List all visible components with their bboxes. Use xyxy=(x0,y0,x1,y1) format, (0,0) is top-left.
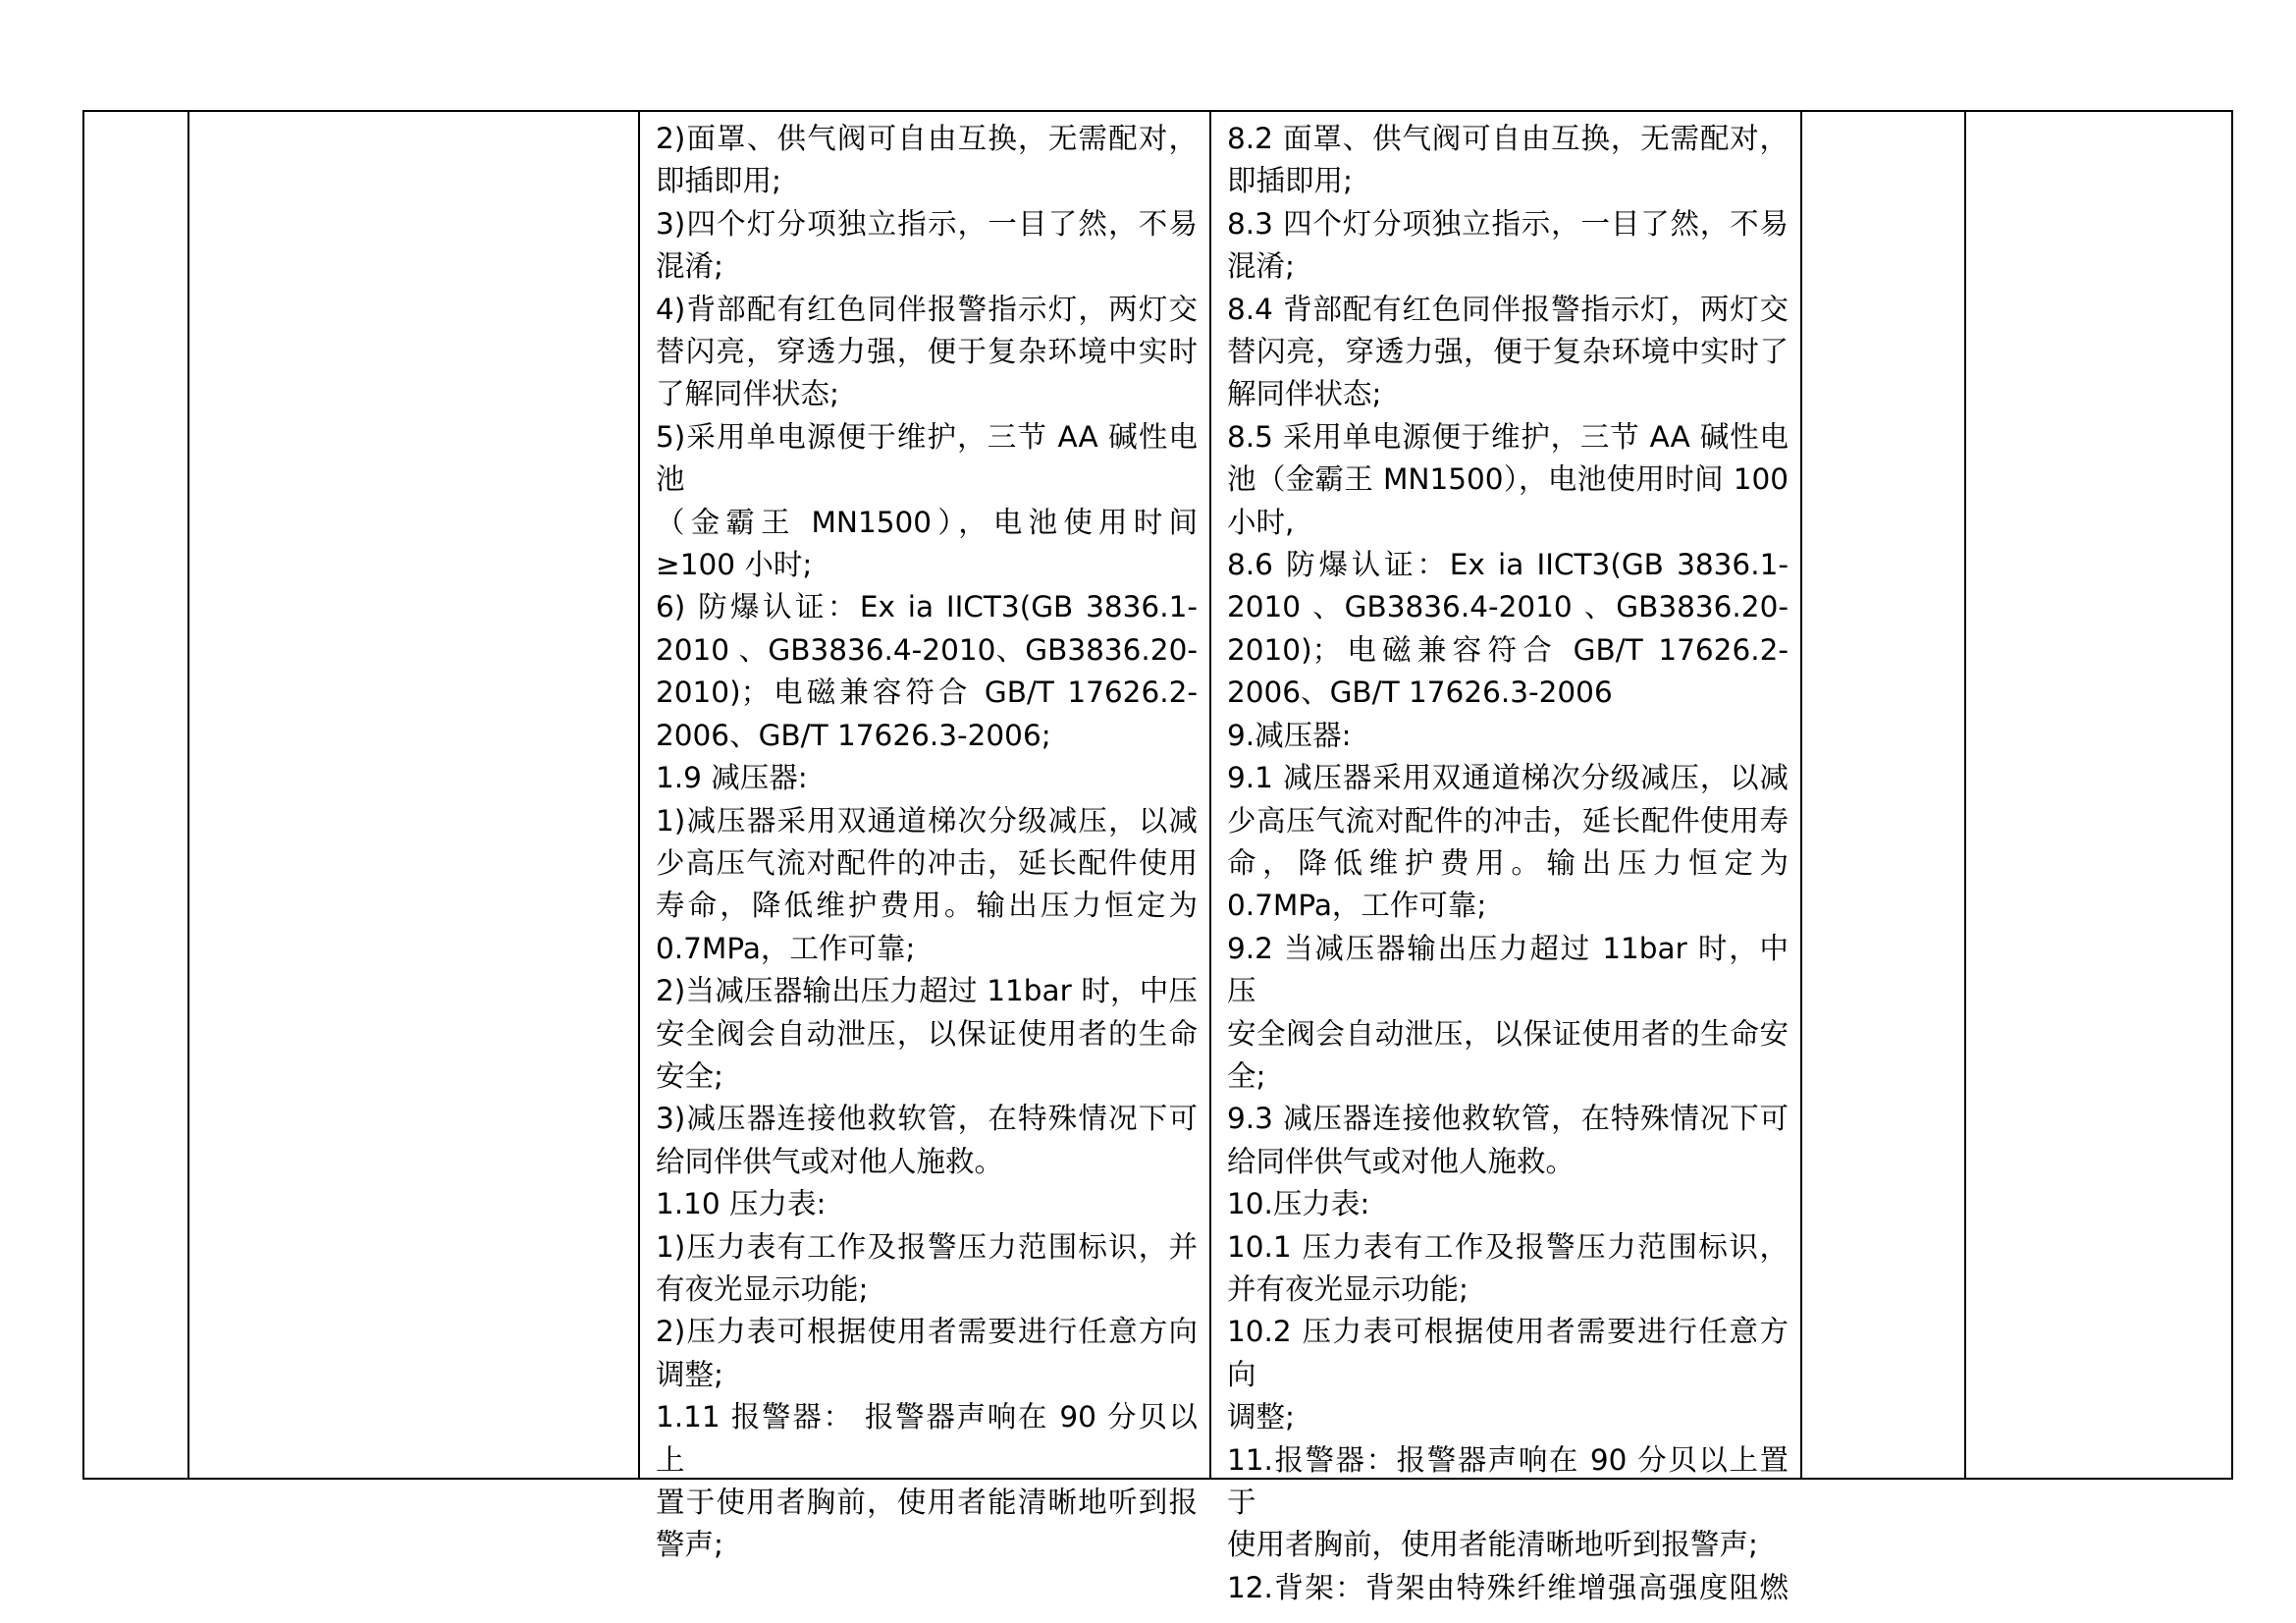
requirement-line: 1.10 压力表: xyxy=(656,1187,827,1221)
table-cell-index xyxy=(83,111,188,1479)
response-line: 调整; xyxy=(1227,1400,1295,1434)
table-row xyxy=(83,111,2232,1479)
response-line: 小时, xyxy=(1227,505,1295,539)
requirement-line: 1)压力表有工作及报警压力范围标识，并 xyxy=(656,1229,1198,1264)
requirements-text xyxy=(640,112,1209,1567)
requirement-line: 替闪亮，穿透力强，便于复杂环境中实时 xyxy=(656,335,1198,369)
requirement-line: （金霸王 MN1500），电池使用时间 xyxy=(656,505,1198,539)
requirement-line: 2006、GB/T 17626.3-2006; xyxy=(656,718,1051,752)
requirement-line: 2010)；电磁兼容符合 GB/T 17626.2- xyxy=(656,676,1198,710)
response-line: 池（金霸王 MN1500），电池使用时间 100 xyxy=(1227,462,1789,497)
requirement-line: 2010 、GB3836.4-2010、GB3836.20- xyxy=(656,632,1198,667)
requirement-line: 给同伴供气或对他人施救。 xyxy=(656,1144,1004,1178)
requirement-line: 了解同伴状态; xyxy=(656,377,839,411)
requirement-line: 3)减压器连接他救软管，在特殊情况下可 xyxy=(656,1102,1198,1136)
requirement-line: 混淆; xyxy=(656,249,723,284)
table-cell-deviation xyxy=(1801,111,1965,1479)
response-line: 12.背架：背架由特殊纤维增强高强度阻燃 xyxy=(1227,1570,1789,1604)
response-line: 2010 、GB3836.4-2010 、GB3836.20- xyxy=(1227,590,1789,624)
response-line: 10.1 压力表有工作及报警压力范围标识， xyxy=(1227,1229,1789,1264)
requirement-line: ≥100 小时; xyxy=(656,548,813,582)
response-text xyxy=(1211,112,1800,1609)
response-line: 9.1 减压器采用双通道梯次分级减压，以减 xyxy=(1227,761,1789,795)
requirement-line: 3)四个灯分项独立指示，一目了然，不易 xyxy=(656,206,1198,241)
response-line: 10.压力表: xyxy=(1227,1187,1370,1221)
response-line: 解同伴状态; xyxy=(1227,377,1382,411)
response-line: 给同伴供气或对他人施救。 xyxy=(1227,1144,1575,1178)
response-line: 混淆; xyxy=(1227,249,1295,284)
response-line: 8.5 采用单电源便于维护，三节 AA 碱性电 xyxy=(1227,419,1789,454)
requirement-line: 寿命，降低维护费用。输出压力恒定为 xyxy=(656,889,1198,923)
requirement-line: 1.11 报警器： 报警器声响在 90 分贝以上 xyxy=(656,1400,1198,1477)
response-line: 8.4 背部配有红色同伴报警指示灯，两灯交 xyxy=(1227,292,1789,326)
requirement-line: 1.9 减压器: xyxy=(656,761,808,795)
response-line: 全; xyxy=(1227,1058,1266,1093)
response-line: 少高压气流对配件的冲击，延长配件使用寿 xyxy=(1227,803,1789,838)
response-line: 2006、GB/T 17626.3-2006 xyxy=(1227,676,1613,710)
requirement-line: 安全阀会自动泄压，以保证使用者的生命 xyxy=(656,1016,1198,1051)
requirement-line: 2)当减压器输出压力超过 11bar 时，中压 xyxy=(656,974,1198,1008)
requirement-line: 调整; xyxy=(656,1357,723,1391)
response-line: 替闪亮，穿透力强，便于复杂环境中实时了 xyxy=(1227,335,1789,369)
response-line: 命，降低维护费用。输出压力恒定为 xyxy=(1227,845,1789,880)
requirement-line: 0.7MPa，工作可靠; xyxy=(656,931,916,965)
response-line: 即插即用; xyxy=(1227,164,1353,198)
response-line: 8.6 防爆认证：Ex ia IICT3(GB 3836.1- xyxy=(1227,548,1789,582)
requirement-line: 少高压气流对配件的冲击，延长配件使用 xyxy=(656,845,1198,880)
response-line: 使用者胸前，使用者能清晰地听到报警声; xyxy=(1227,1528,1758,1562)
requirement-line: 2)压力表可根据使用者需要进行任意方向 xyxy=(656,1315,1198,1349)
requirement-line: 6) 防爆认证：Ex ia IICT3(GB 3836.1- xyxy=(656,590,1198,624)
requirement-line: 有夜光显示功能; xyxy=(656,1271,869,1306)
table-cell-requirements xyxy=(639,111,1210,1562)
requirement-line: 即插即用; xyxy=(656,164,781,198)
response-line: 10.2 压力表可根据使用者需要进行任意方向 xyxy=(1227,1315,1789,1391)
response-line: 2010)；电磁兼容符合 GB/T 17626.2- xyxy=(1227,632,1789,667)
requirement-line: 置于使用者胸前，使用者能清晰地听到报 xyxy=(656,1486,1198,1519)
response-line: 安全阀会自动泄压，以保证使用者的生命安 xyxy=(1227,1016,1789,1051)
spec-table xyxy=(82,110,2233,1604)
response-line: 9.减压器: xyxy=(1227,718,1352,752)
requirement-line: 2)面罩、供气阀可自由互换，无需配对， xyxy=(656,122,1198,155)
response-line: 8.2 面罩、供气阀可自由互换，无需配对， xyxy=(1227,122,1789,155)
table-cell-item-name xyxy=(188,111,639,1479)
requirement-line: 安全; xyxy=(656,1058,723,1093)
requirement-line: 5)采用单电源便于维护，三节 AA 碱性电池 xyxy=(656,419,1198,497)
requirement-line: 1)减压器采用双通道梯次分级减压，以减 xyxy=(656,803,1198,838)
table-cell-remarks xyxy=(1965,111,2232,1479)
requirement-line: 警声; xyxy=(656,1528,723,1562)
response-line: 并有夜光显示功能; xyxy=(1227,1271,1468,1306)
response-line: 0.7MPa，工作可靠; xyxy=(1227,889,1487,923)
requirement-line: 4)背部配有红色同伴报警指示灯，两灯交 xyxy=(656,292,1198,326)
response-line: 8.3 四个灯分项独立指示，一目了然，不易 xyxy=(1227,206,1789,241)
table-cell-response xyxy=(1210,111,1801,1604)
response-line: 11.报警器：报警器声响在 90 分贝以上置于 xyxy=(1227,1442,1789,1519)
response-line: 9.2 当减压器输出压力超过 11bar 时，中压 xyxy=(1227,931,1789,1008)
response-line: 9.3 减压器连接他救软管，在特殊情况下可 xyxy=(1227,1102,1789,1136)
